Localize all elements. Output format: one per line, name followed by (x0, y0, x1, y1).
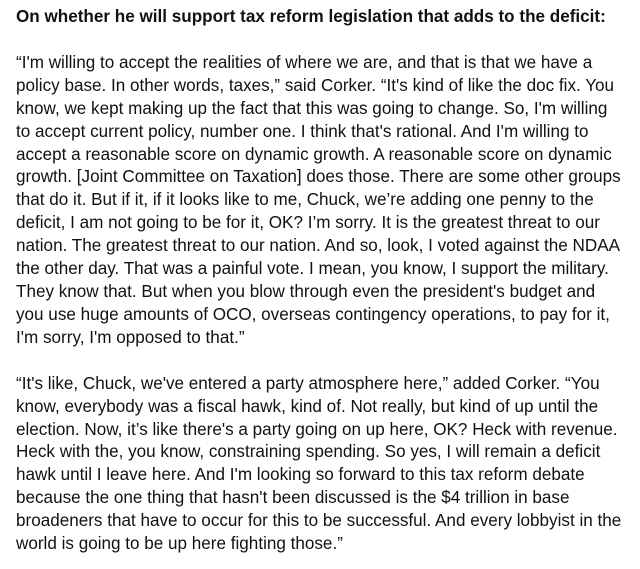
section-heading: On whether he will support tax reform legislation that adds to the deficit: (16, 7, 606, 26)
quote-paragraph-1: “I'm willing to accept the realities of where we are, and that is that we have a policy base. In other words, taxes,” said Corker. “It's kind of like the doc fix. You know, we kept making up the fact that this was going to change. So, I'm willing to accept current policy, number one. I think that's rational. And I'm willing to accept a reasonable score on dynamic growth. A reasonable score on dynamic growth. [Joint Committee on Taxation] does those. There are some other groups that do it. But if it, if it looks like to me, Chuck, we’re adding one penny to the deficit, I am not going to be for it, OK? I’m sorry. It is the greatest threat to our nation. The greatest threat to our nation. And so, look, I voted against the NDAA the other day. That was a painful vote. I mean, you know, I support the military. They know that. But when you blow through even the president's budget and you use huge amounts of OCO, overseas contingency operations, to pay for it, I'm sorry, I'm opposed to that.” (16, 52, 621, 347)
quote-paragraph-2: “It's like, Chuck, we've entered a party atmosphere here,” added Corker. “You know, everybody was a fiscal hawk, kind of. Not really, but kind of up until the election. Now, it’s like there's a party going on up here, OK? Heck with revenue. Heck with the, you know, constraining spending. So yes, I will remain a deficit hawk until I leave here. And I'm looking so forward to this tax reform debate because the one thing that hasn't been discussed is the $4 trillion in base broadeners that have to occur for this to be successful. And every lobbyist in the world is going to be up here fighting those.” (16, 373, 622, 554)
